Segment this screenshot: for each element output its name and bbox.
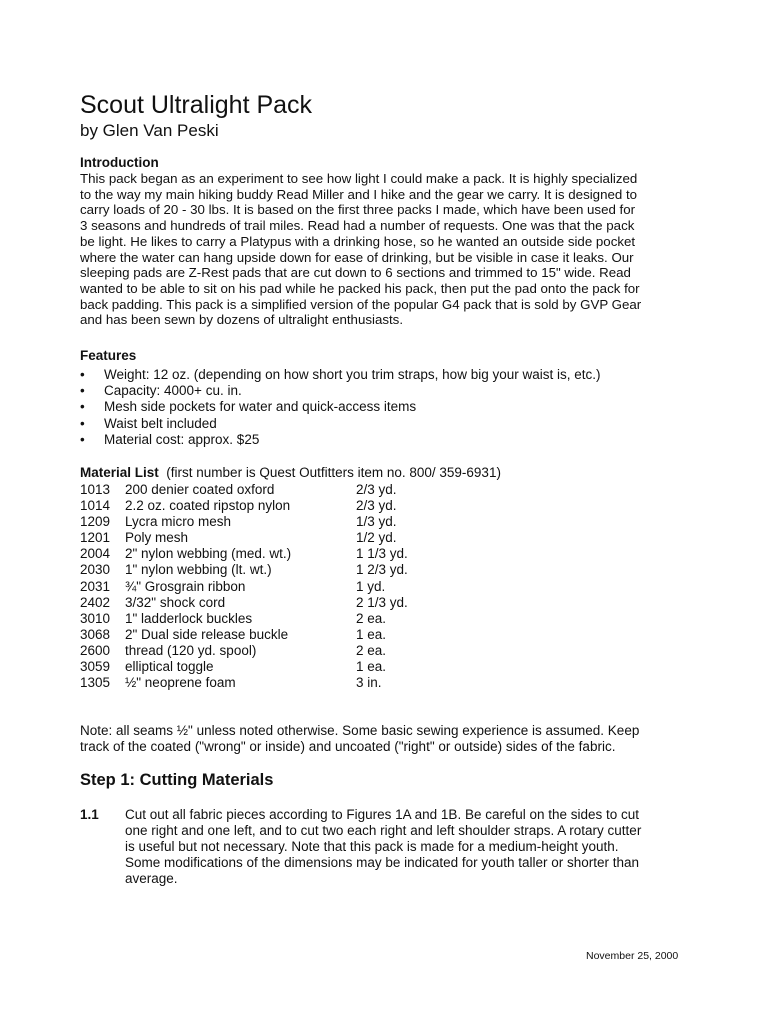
note-line: Note: all seams ½" unless noted otherwise. Some basic sewing experience is assumed. Keep <box>80 723 640 738</box>
material-item-number: 2600 <box>80 642 111 658</box>
material-quantity: 2/3 yd. <box>356 498 397 514</box>
material-row <box>80 643 408 659</box>
material-item-number: 1209 <box>80 514 111 530</box>
material-item-number: 3059 <box>80 659 111 675</box>
material-list-table <box>80 482 408 691</box>
introduction-line: sleeping pads are Z-Rest pads that are cut down to 6 sections and trimmed to 15" wide. Read <box>80 265 631 281</box>
material-item-number: 1014 <box>80 498 111 514</box>
material-description: 2" Dual side release buckle <box>125 626 289 642</box>
step-line: is useful but not necessary. Note that this pack is made for a medium-height youth. <box>125 839 619 854</box>
material-row <box>80 579 408 595</box>
step-line: average. <box>125 871 178 886</box>
material-description: 2.2 oz. coated ripstop nylon <box>125 498 291 514</box>
material-item-number: 1201 <box>80 530 111 546</box>
material-description: thread (120 yd. spool) <box>125 642 257 658</box>
material-row <box>80 482 408 498</box>
feature-item: • Waist belt included <box>80 416 601 432</box>
step-number: 1.1 <box>80 807 99 822</box>
material-quantity: 1 2/3 yd. <box>356 562 408 578</box>
document-title: Scout Ultralight Pack <box>80 91 313 119</box>
material-item-number: 1013 <box>80 482 111 497</box>
feature-item: • Weight: 12 oz. (depending on how short you trim straps, how big your waist is, etc.) <box>80 367 601 383</box>
introduction-line: This pack began as an experiment to see how light I could make a pack. It is highly specialized <box>80 171 638 186</box>
introduction-line: wanted to be able to sit on his pad while he packed his pack, then put the pad onto the pack for <box>80 280 640 296</box>
step-1-instructions <box>125 807 680 887</box>
material-row <box>80 546 408 562</box>
material-item-number: 3068 <box>80 626 111 642</box>
material-description: 3/32" shock cord <box>125 594 226 610</box>
introduction-line: be light. He likes to carry a Platypus with a drinking hose, so he wanted an outside side pocket <box>80 233 636 249</box>
material-list-heading: Material List <box>80 465 159 480</box>
material-quantity: 2 ea. <box>356 642 387 658</box>
introduction-heading: Introduction <box>80 155 159 170</box>
material-quantity: 3 in. <box>356 675 382 691</box>
material-quantity: 1 ea. <box>356 626 387 642</box>
introduction-line: carry loads of 20 - 30 lbs. It is based on the first three packs I made, which have been used for <box>80 202 636 218</box>
material-description: 2" nylon webbing (med. wt.) <box>125 546 292 562</box>
material-row <box>80 675 408 691</box>
material-quantity: 2 1/3 yd. <box>356 594 408 610</box>
material-quantity: 1/2 yd. <box>356 530 397 546</box>
material-quantity: 2 ea. <box>356 610 387 626</box>
note-line: track of the coated ("wrong" or inside) and uncoated ("right" or outside) sides of the fabric. <box>80 739 616 754</box>
material-list-subheading: (first number is Quest Outfitters item no. 800/ 359-6931) <box>166 465 501 480</box>
material-row <box>80 562 408 578</box>
material-description: Lycra micro mesh <box>125 514 232 530</box>
material-list-header <box>80 465 501 481</box>
introduction-line: to the way my main hiking buddy Read Miller and I hike and the gear we carry. It is designed to <box>80 186 638 202</box>
material-quantity: 1 1/3 yd. <box>356 546 408 562</box>
material-row <box>80 514 408 530</box>
feature-item: • Material cost: approx. $25 <box>80 432 601 448</box>
introduction-line: 3 seasons and hundreds of trail miles. Read had a number of requests. One was that the pack <box>80 218 635 234</box>
material-row <box>80 627 408 643</box>
footer-date: November 25, 2000 <box>586 950 679 962</box>
features-heading: Features <box>80 348 137 363</box>
material-row <box>80 498 408 514</box>
material-item-number: 2031 <box>80 578 111 594</box>
introduction-line: where the water can hang upside down for ease of drinking, but be visible in case it leaks. Our <box>80 249 634 265</box>
introduction-paragraph <box>80 171 680 328</box>
material-item-number: 2030 <box>80 562 111 578</box>
author-byline: by Glen Van Peski <box>80 121 219 140</box>
introduction-line: back padding. This pack is a simplified version of the popular G4 pack that is sold by GVP Gear <box>80 296 642 312</box>
material-item-number: 2402 <box>80 594 111 610</box>
material-description: 200 denier coated oxford <box>125 482 275 497</box>
material-quantity: 1/3 yd. <box>356 514 397 530</box>
step-line: Some modifications of the dimensions may be indicated for youth taller or shorter than <box>125 855 640 870</box>
material-row <box>80 595 408 611</box>
material-row <box>80 611 408 627</box>
material-item-number: 1305 <box>80 675 111 691</box>
material-quantity: 2/3 yd. <box>356 482 397 497</box>
material-row <box>80 659 408 675</box>
material-item-number: 3010 <box>80 610 111 626</box>
material-description: ¾" Grosgrain ribbon <box>125 578 246 594</box>
material-description: 1" nylon webbing (lt. wt.) <box>125 562 272 578</box>
material-item-number: 2004 <box>80 546 111 562</box>
material-description: elliptical toggle <box>125 659 214 675</box>
introduction-line: and has been sewn by dozens of ultralight enthusiasts. <box>80 312 404 328</box>
feature-item: • Capacity: 4000+ cu. in. <box>80 383 601 399</box>
sewing-note <box>80 723 680 755</box>
material-description: 1" ladderlock buckles <box>125 610 253 626</box>
material-description: ½" neoprene foam <box>125 675 236 691</box>
step-line: one right and one left, and to cut two each right and left shoulder straps. A rotary cutter <box>125 823 642 838</box>
features-list <box>80 367 601 448</box>
material-description: Poly mesh <box>125 530 189 546</box>
material-quantity: 1 yd. <box>356 578 386 594</box>
feature-item: • Mesh side pockets for water and quick-access items <box>80 399 601 415</box>
step-line: Cut out all fabric pieces according to Figures 1A and 1B. Be careful on the sides to cut <box>125 807 640 822</box>
material-row <box>80 530 408 546</box>
step-1-heading: Step 1: Cutting Materials <box>80 771 274 789</box>
material-quantity: 1 ea. <box>356 659 387 675</box>
